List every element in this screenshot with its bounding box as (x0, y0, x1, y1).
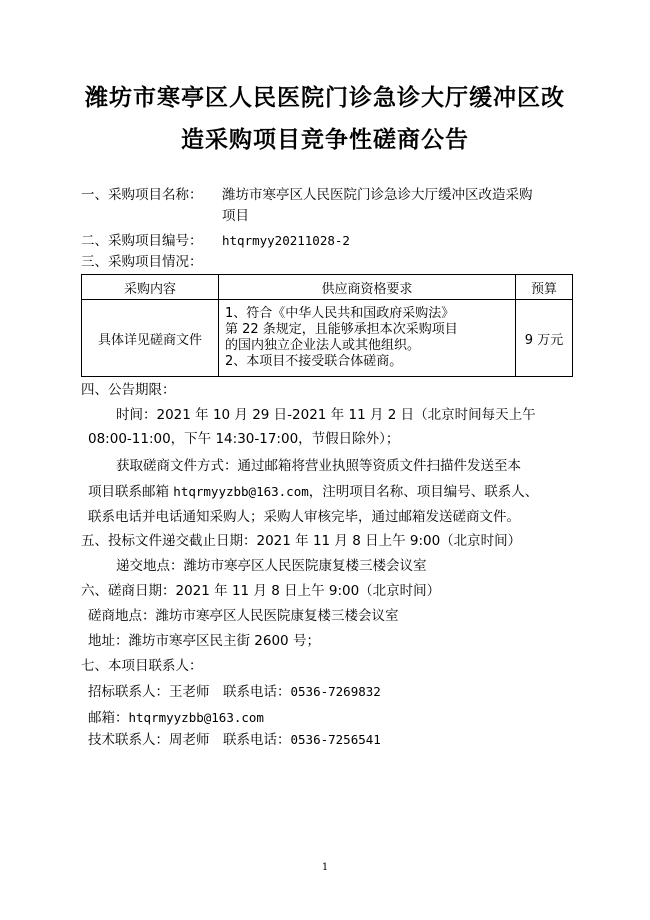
deadline-line: 五、投标文件递交截止日期：2021 年 11 月 8 日上午 9:00（北京时间） (81, 533, 522, 549)
table-header-content: 采购内容 (82, 275, 219, 300)
obtain-method-line3: 联系电话并电话通知采购人；采购人审核完毕，通过邮箱发送磋商文件。 (88, 509, 520, 525)
obtain-method-line2 (88, 483, 538, 501)
table-cell-content: 具体详见磋商文件 (82, 300, 219, 377)
doc-title-line1: 潍坊市寒亭区人民医院门诊急诊大厅缓冲区改 (85, 84, 565, 111)
bid-phone: 0536-7269832 (290, 684, 381, 699)
requirement-line-4: 2、本项目不接受联合体磋商。 (225, 354, 403, 369)
consultation-date: 六、磋商日期：2021 年 11 月 8 日上午 9:00（北京时间） (81, 583, 441, 599)
project-number: htqrmyy20211028-2 (222, 233, 350, 248)
section2-label: 二、采购项目编号： (81, 233, 203, 249)
requirement-line-3: 的国内独立企业法人或其他组织。 (225, 338, 421, 353)
tech-contact-label: 技术联系人：周老师 联系电话： (88, 732, 291, 748)
table-cell-requirements (219, 300, 516, 377)
submission-location: 递交地点：潍坊市寒亭区人民医院康复楼三楼会议室 (116, 558, 427, 574)
table-header-requirements: 供应商资格要求 (219, 275, 516, 300)
section3-label: 三、采购项目情况： (81, 254, 203, 270)
section1-label: 一、采购项目名称： (81, 187, 203, 203)
procurement-table (81, 274, 573, 377)
consultation-location: 磋商地点：潍坊市寒亭区人民医院康复楼三楼会议室 (88, 608, 399, 624)
contact-email-link[interactable]: htqrmyyzbb@163.com (173, 484, 309, 499)
email-label: 邮箱： (88, 710, 129, 726)
email-line (88, 709, 264, 727)
project-name-line2: 项目 (222, 208, 249, 224)
table-row (82, 300, 573, 377)
table-cell-budget: 9 万元 (516, 300, 573, 377)
tech-phone: 0536-7256541 (290, 732, 381, 747)
obtain-prefix: 项目联系邮箱 (88, 484, 174, 500)
email-link[interactable]: htqrmyyzbb@163.com (128, 710, 264, 725)
bid-contact-line (88, 683, 381, 701)
requirement-line-2: 第 22 条规定，且能够承担本次采购项目 (225, 322, 458, 337)
project-name-line1: 潍坊市寒亭区人民医院门诊急诊大厅缓冲区改造采购 (222, 187, 533, 203)
table-header-row (82, 275, 573, 300)
address-line: 地址：潍坊市寒亭区民主街 2600 号； (88, 633, 320, 649)
bid-contact-label: 招标联系人：王老师 联系电话： (88, 684, 291, 700)
tech-contact-line (88, 731, 381, 749)
requirement-line-1: 1、符合《中华人民共和国政府采购法》 (225, 306, 455, 321)
section4-label: 四、公告期限： (81, 382, 176, 398)
section7-label: 七、本项目联系人： (81, 658, 203, 674)
period-time-line1: 时间：2021 年 10 月 29 日-2021 年 11 月 2 日（北京时间每天上午 (116, 407, 536, 423)
obtain-suffix: ，注明项目名称、项目编号、联系人、 (308, 484, 539, 500)
period-time-line2: 08:00-11:00，下午 14:30-17:00，节假日除外）； (88, 431, 400, 447)
table-header-budget: 预算 (516, 275, 573, 300)
page-number: 1 (321, 862, 329, 873)
doc-title-line2: 造采购项目竞争性磋商公告 (181, 126, 469, 153)
obtain-method-line1: 获取磋商文件方式：通过邮箱将营业执照等资质文件扫描件发送至本 (116, 458, 521, 474)
